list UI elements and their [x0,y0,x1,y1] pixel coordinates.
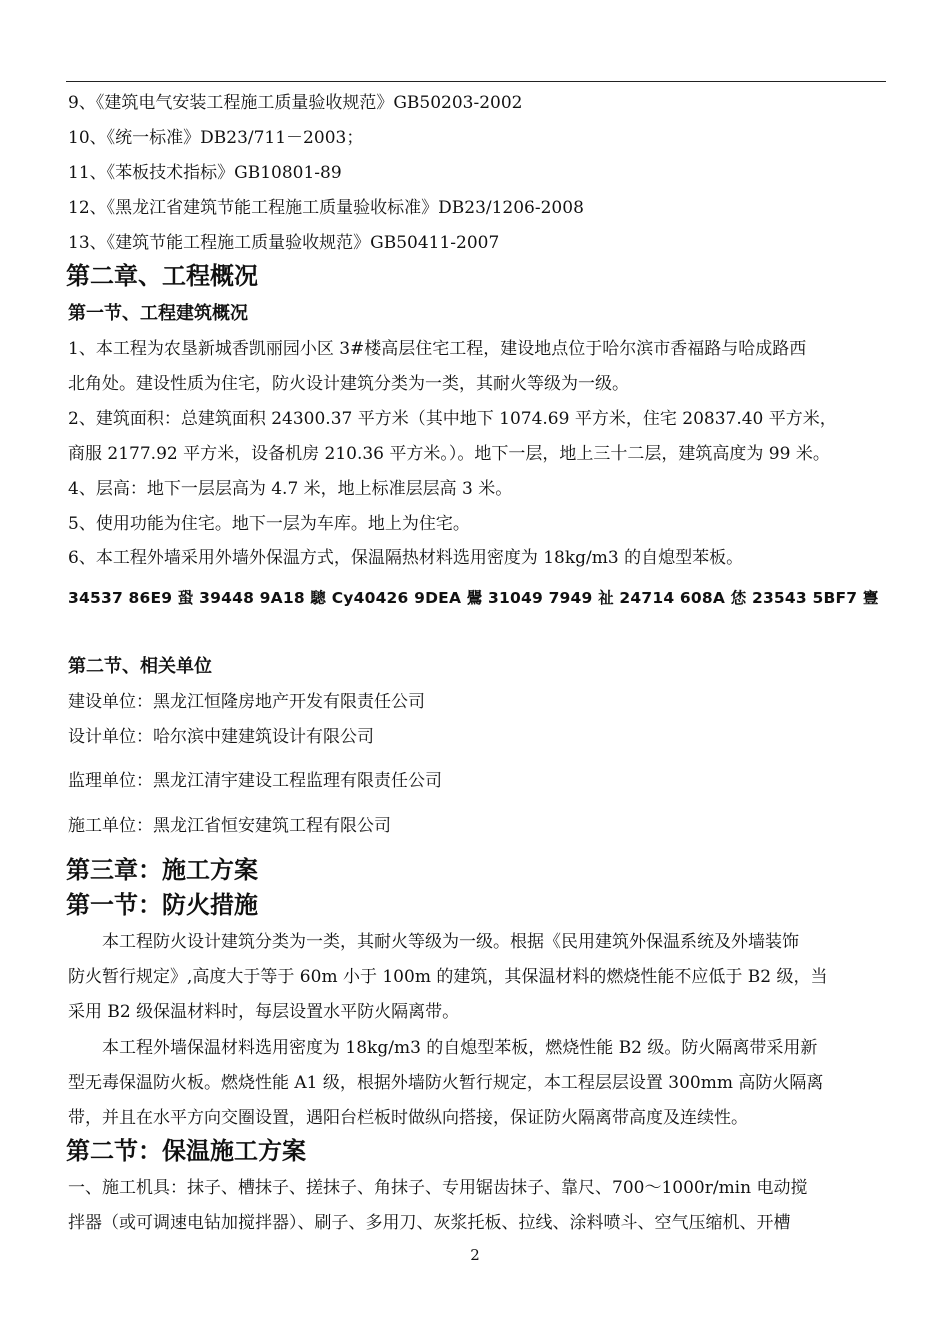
garbled-code-line: 34537 86E9 蛩 39448 9A18 驄 Cy40426 9DEA 鷪 31049 7949 祉 24714 608A 恷 23543 5BF7 寷 [68,589,879,607]
paragraph-line: 防火暂行规定》,高度大于等于 60m 小于 100m 的建筑，其保温材料的燃烧性能不应低于 B2 级，当 [68,967,828,987]
chapter-title: 第三章：施工方案 [66,855,258,884]
section-heading: 第二节：保温施工方案 [66,1136,306,1165]
section-title: 第二节、相关单位 [68,656,212,677]
section-title: 第一节、工程建筑概况 [68,303,248,324]
reference-item: 9、《建筑电气安装工程施工质量验收规范》GB50203-2002 [68,93,523,113]
section-heading: 第一节：防火措施 [66,890,258,919]
reference-item: 13、《建筑节能工程施工质量验收规范》GB50411-2007 [68,233,500,253]
overview-line: 1、本工程为农垦新城香凯丽园小区 3#楼高层住宅工程，建设地点位于哈尔滨市香福路与哈成路西 [68,339,807,359]
header-rule [66,81,886,82]
overview-line: 5、使用功能为住宅。地下一层为车库。地上为住宅。 [68,514,470,534]
page-number: 2 [470,1246,480,1264]
reference-item: 12、《黑龙江省建筑节能工程施工质量验收标准》DB23/1206-2008 [68,198,584,218]
paragraph-line: 型无毒保温防火板。燃烧性能 A1 级，根据外墙防火暂行规定，本工程层层设置 300mm 高防火隔离 [68,1073,824,1093]
chapter-title: 第二章、工程概况 [66,261,258,290]
reference-item: 10、《统一标准》DB23/711－2003； [68,128,364,148]
paragraph-line: 一、施工机具：抹子、槽抹子、搓抹子、角抹子、专用锯齿抹子、靠尺、700～1000r/min 电动搅 [68,1178,808,1198]
unit-line: 设计单位：哈尔滨中建建筑设计有限公司 [68,727,374,747]
overview-line: 4、层高：地下一层层高为 4.7 米，地上标准层层高 3 米。 [68,479,513,499]
reference-item: 11、《苯板技术指标》GB10801-89 [68,163,342,183]
paragraph-line: 带，并且在水平方向交圈设置，遇阳台栏板时做纵向搭接，保证防火隔离带高度及连续性。 [68,1108,748,1128]
overview-line: 北角处。建设性质为住宅，防火设计建筑分类为一类，其耐火等级为一级。 [68,374,629,394]
overview-line: 6、本工程外墙采用外墙外保温方式，保温隔热材料选用密度为 18kg/m3 的自熄型苯板。 [68,548,744,568]
overview-line: 2、建筑面积：总建筑面积 24300.37 平方米（其中地下 1074.69 平方米，住宅 20837.40 平方米， [68,409,837,429]
paragraph-line: 采用 B2 级保温材料时，每层设置水平防火隔离带。 [68,1002,460,1022]
paragraph-line: 本工程防火设计建筑分类为一类，其耐火等级为一级。根据《民用建筑外保温系统及外墙装饰 [68,932,799,952]
unit-line: 施工单位：黑龙江省恒安建筑工程有限公司 [68,816,391,836]
unit-line: 监理单位：黑龙江清宇建设工程监理有限责任公司 [68,771,442,791]
paragraph-line: 拌器（或可调速电钻加搅拌器）、刷子、多用刀、灰浆托板、拉线、涂料喷斗、空气压缩机、开槽 [68,1213,791,1233]
overview-line: 商服 2177.92 平方米，设备机房 210.36 平方米。）。地下一层，地上三十二层，建筑高度为 99 米。 [68,444,830,464]
unit-line: 建设单位：黑龙江恒隆房地产开发有限责任公司 [68,692,425,712]
paragraph-line: 本工程外墙保温材料选用密度为 18kg/m3 的自熄型苯板，燃烧性能 B2 级。防火隔离带采用新 [68,1038,818,1058]
